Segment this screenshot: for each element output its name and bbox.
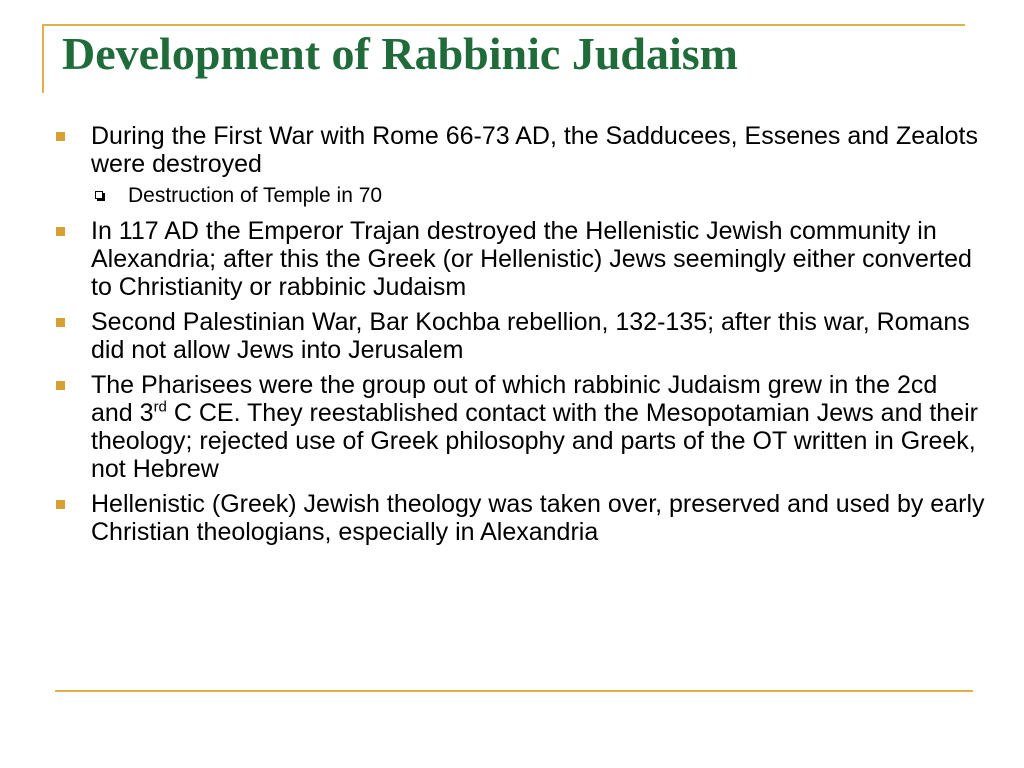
title-rule-left [42, 24, 44, 93]
sub-bullet-item-1 [55, 183, 985, 209]
bullet-text-part-2: C CE. They reestablished contact with the Mesopotamian Jews and their theology; rejected use of Greek philosophy and parts of the OT written in Greek, not Hebrew [91, 399, 978, 483]
bullet-text: During the First War with Rome 66-73 AD, the Sadducees, Essenes and Zealots were destroyed [91, 122, 978, 178]
bullet-item-5 [55, 490, 985, 546]
bullet-item-3 [55, 308, 985, 364]
hollow-square-bullet-icon [95, 191, 103, 199]
bottom-rule [55, 690, 973, 692]
square-bullet-icon [56, 381, 65, 390]
bullet-item-4 [55, 371, 985, 483]
sub-bullet-text: Destruction of Temple in 70 [128, 184, 383, 207]
bullet-text: Hellenistic (Greek) Jewish theology was taken over, preserved and used by early Christian theologians, especially in Alexandria [91, 490, 985, 546]
square-bullet-icon [56, 132, 65, 141]
title-rule-top [42, 24, 965, 26]
bullet-text-part-1: The Pharisees were the group out of which rabbinic Judaism grew in the 2cd and 3 [91, 371, 938, 427]
slide-title: Development of Rabbinic Judaism [62, 28, 738, 79]
square-bullet-icon [56, 500, 65, 509]
bullet-text: Second Palestinian War, Bar Kochba rebellion, 132-135; after this war, Romans did not allow Jews into Jerusalem [91, 308, 970, 364]
bullet-text: In 117 AD the Emperor Trajan destroyed the Hellenistic Jewish community in Alexandria; after this the Greek (or Hellenistic) Jews seemingly either converted to Christianity or rabbinic Judaism [91, 217, 972, 301]
bullet-item-1 [55, 122, 985, 178]
square-bullet-icon [56, 227, 65, 236]
square-bullet-icon [56, 318, 65, 327]
slide-content [55, 122, 985, 553]
ordinal-superscript: rd [153, 398, 167, 416]
bullet-item-2 [55, 217, 985, 301]
